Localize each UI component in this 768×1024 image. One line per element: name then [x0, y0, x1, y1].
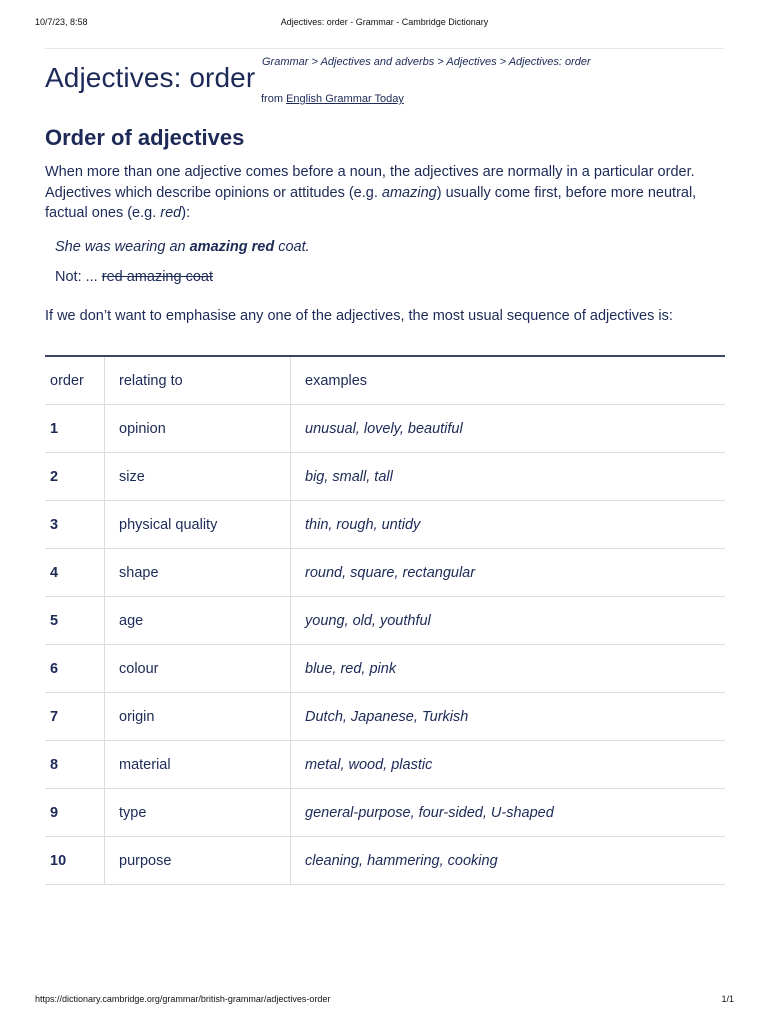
order-cell: 9 [45, 789, 105, 837]
table-row [45, 693, 725, 741]
page-title: Adjectives: order [45, 62, 256, 93]
intro-text-1: When more than one adjective comes before a noun, the adjectives are normally in a particular order. Adjectives which describe opinions or attitudes (e.g. [45, 164, 695, 201]
top-divider [45, 48, 724, 49]
breadcrumb[interactable]: Grammar > Adjectives and adverbs > Adjectives > Adjectives: order [262, 56, 591, 68]
order-cell: 10 [45, 837, 105, 885]
example-after: coat. [274, 239, 310, 255]
examples-cell: cleaning, hammering, cooking [291, 837, 726, 885]
relating-cell: type [105, 789, 291, 837]
print-title: Adjectives: order - Grammar - Cambridge Dictionary [280, 17, 489, 27]
source-link[interactable]: English Grammar Today [286, 93, 404, 105]
example-sentence [55, 239, 310, 255]
relating-cell: material [105, 741, 291, 789]
relating-cell: age [105, 597, 291, 645]
print-header [35, 17, 734, 31]
order-cell: 3 [45, 501, 105, 549]
examples-cell: general-purpose, four-sided, U-shaped [291, 789, 726, 837]
examples-cell: Dutch, Japanese, Turkish [291, 693, 726, 741]
adjective-order-table [45, 355, 725, 885]
table-header-row [45, 356, 725, 405]
header-examples: examples [291, 356, 726, 405]
table-row [45, 645, 725, 693]
table-row [45, 597, 725, 645]
examples-cell: big, small, tall [291, 453, 726, 501]
table-row [45, 453, 725, 501]
incorrect-example-text: red amazing coat [101, 269, 213, 285]
examples-cell: thin, rough, untidy [291, 501, 726, 549]
header-order: order [45, 356, 105, 405]
intro-text-3: ): [181, 205, 191, 221]
table-row [45, 741, 725, 789]
relating-cell: origin [105, 693, 291, 741]
table-row [45, 837, 725, 885]
print-date: 10/7/23, 8:58 [35, 17, 88, 27]
intro-text-2: ) usually come first, before more neutral, factual ones (e.g. [45, 184, 697, 221]
header-relating-to: relating to [105, 356, 291, 405]
order-cell: 5 [45, 597, 105, 645]
examples-cell: round, square, rectangular [291, 549, 726, 597]
examples-cell: blue, red, pink [291, 645, 726, 693]
relating-cell: size [105, 453, 291, 501]
intro-paragraph [45, 162, 725, 224]
relating-cell: opinion [105, 405, 291, 453]
sequence-text: If we don’t want to emphasise any one of the adjectives, the most usual sequence of adjectives is: [45, 308, 673, 324]
table-row [45, 549, 725, 597]
source-line [261, 93, 404, 105]
intro-emphasis-2: red [160, 205, 182, 221]
page-number: 1/1 [721, 994, 734, 1004]
order-cell: 8 [45, 741, 105, 789]
table-row [45, 405, 725, 453]
relating-cell: shape [105, 549, 291, 597]
relating-cell: purpose [105, 837, 291, 885]
print-footer [35, 994, 734, 1008]
example-before: She was wearing an [55, 239, 190, 255]
table-row [45, 789, 725, 837]
incorrect-example [55, 269, 213, 285]
order-cell: 7 [45, 693, 105, 741]
page-url: https://dictionary.cambridge.org/grammar/british-grammar/adjectives-order [35, 994, 331, 1004]
intro-emphasis-1: amazing [381, 184, 437, 201]
examples-cell: unusual, lovely, beautiful [291, 405, 726, 453]
order-cell: 2 [45, 453, 105, 501]
examples-cell: young, old, youthful [291, 597, 726, 645]
relating-cell: colour [105, 645, 291, 693]
section-title: Order of adjectives [45, 125, 245, 150]
source-prefix: from [261, 93, 283, 105]
order-cell: 1 [45, 405, 105, 453]
examples-cell: metal, wood, plastic [291, 741, 726, 789]
example-bold: amazing red [189, 239, 275, 255]
relating-cell: physical quality [105, 501, 291, 549]
table-row [45, 501, 725, 549]
order-cell: 6 [45, 645, 105, 693]
order-cell: 4 [45, 549, 105, 597]
not-label: Not: ... [55, 269, 102, 285]
